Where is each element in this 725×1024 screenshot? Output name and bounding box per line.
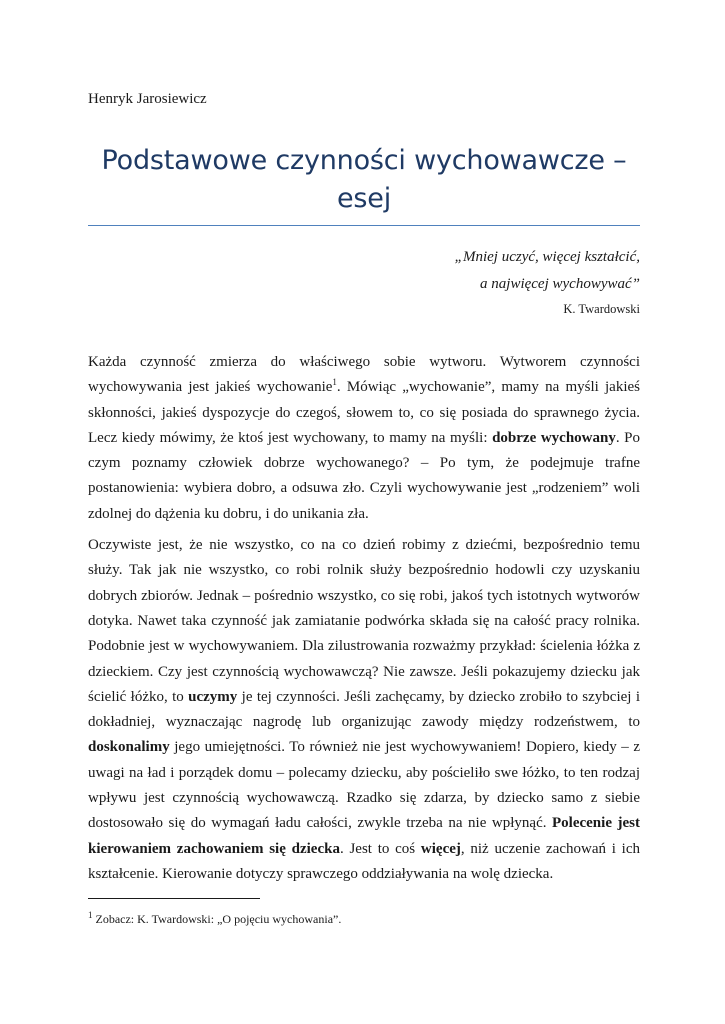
author-name: Henryk Jarosiewicz — [88, 91, 207, 107]
title-line-1: Podstawowe czynności wychowawcze – — [101, 145, 627, 176]
epigraph-line-2: a najwięcej wychowywać” — [480, 276, 640, 292]
body-text — [88, 350, 640, 893]
epigraph — [455, 244, 640, 320]
paragraph-2 — [88, 533, 640, 887]
text-run: jego umiejętności. To również nie jest wychowywaniem! Dopiero, kiedy – z uwagi na ład i porządek domu – polecamy dziecku, aby pościeliło swe łóżko, to ten rodzaj wpływu jest czynnością wychowawczą. Rzadko się zdarza, by dziecko samo z siebie dostosowało się do wymagań ładu całości, zwykle trzeba na nie wpłynąć. — [88, 739, 640, 832]
bold-text: doskonalimy — [88, 739, 170, 756]
text-run: . Jest to coś — [339, 840, 421, 857]
footnote — [88, 912, 341, 927]
bold-text: dobrze wychowany — [492, 429, 616, 446]
text-run: Oczywiste jest, że nie wszystko, co na co dzień robimy z dziećmi, bezpośrednio temu służy. Tak jak nie wszystko, co robi rolnik służy bezpośrednio hodowli czy uzyskaniu dobrych zbiorów. Jednak – pośrednio wszystko, co się robi, jakoś tych istotnych wytworów dotyka. Nawet taka czynność jak zamiatanie podwórka składa się na całość pracy rolnika. Podobnie jest w wychowywaniem. Dla zilustrowania rozważmy przykład: ścielenia łóżka z dzieckiem. Czy jest czynnością wychowawczą? Nie zawsze. Jeśli pokazujemy dziecku jak ścielić łóżko, to — [88, 537, 640, 705]
footnote-text: Zobacz: K. Twardowski: „O pojęciu wychowania”. — [92, 912, 342, 926]
footnote-ref[interactable]: 1 — [332, 377, 337, 388]
footnote-separator — [88, 898, 260, 899]
text-run: . Mówiąc „wychowanie”, mamy na myśli jakieś skłonności, jakieś dyspozycje do czegoś, słowem to, co się posiada do sprawnego życia. Lecz kiedy mówimy, że ktoś jest wychowany, to mamy na myśli: — [88, 379, 640, 446]
bold-text: więcej — [420, 840, 461, 857]
bold-text: Polecenie jest kierowaniem zachowaniem się dziecka — [88, 815, 640, 857]
text-run: , niż uczenie zachowań i ich kształcenie. Kierowanie dotyczy sprawczego oddziaływania na wolę dziecka. — [88, 840, 640, 882]
bold-text: uczymy — [188, 688, 238, 705]
epigraph-line-1: „Mniej uczyć, więcej kształcić, — [454, 249, 640, 265]
document-title — [88, 142, 640, 218]
title-line-2: esej — [337, 183, 391, 214]
text-run: Każda czynność zmierza do właściwego sobie wytworu. Wytworem czynności wychowywania jest jakieś wychowanie — [88, 354, 640, 396]
footnote-mark: 1 — [88, 910, 93, 920]
title-underline — [88, 225, 640, 226]
epigraph-attribution: K. Twardowski — [563, 302, 640, 316]
text-run: je tej czynności. Jeśli zachęcamy, by dziecko zrobiło to szybciej i dokładniej, wyznaczając nagrodę lub organizując zawody między rodzeństwem, to — [88, 688, 640, 731]
paragraph-1 — [88, 350, 640, 527]
text-run: . Po czym poznamy człowiek dobrze wychowanego? – Po tym, że podejmuje trafne postanowienia: wybiera dobro, a odsuwa zło. Czyli wychowywanie jest „rodzeniem” woli zdolnej do dążenia ku dobru, i do unikania zła. — [88, 429, 641, 522]
